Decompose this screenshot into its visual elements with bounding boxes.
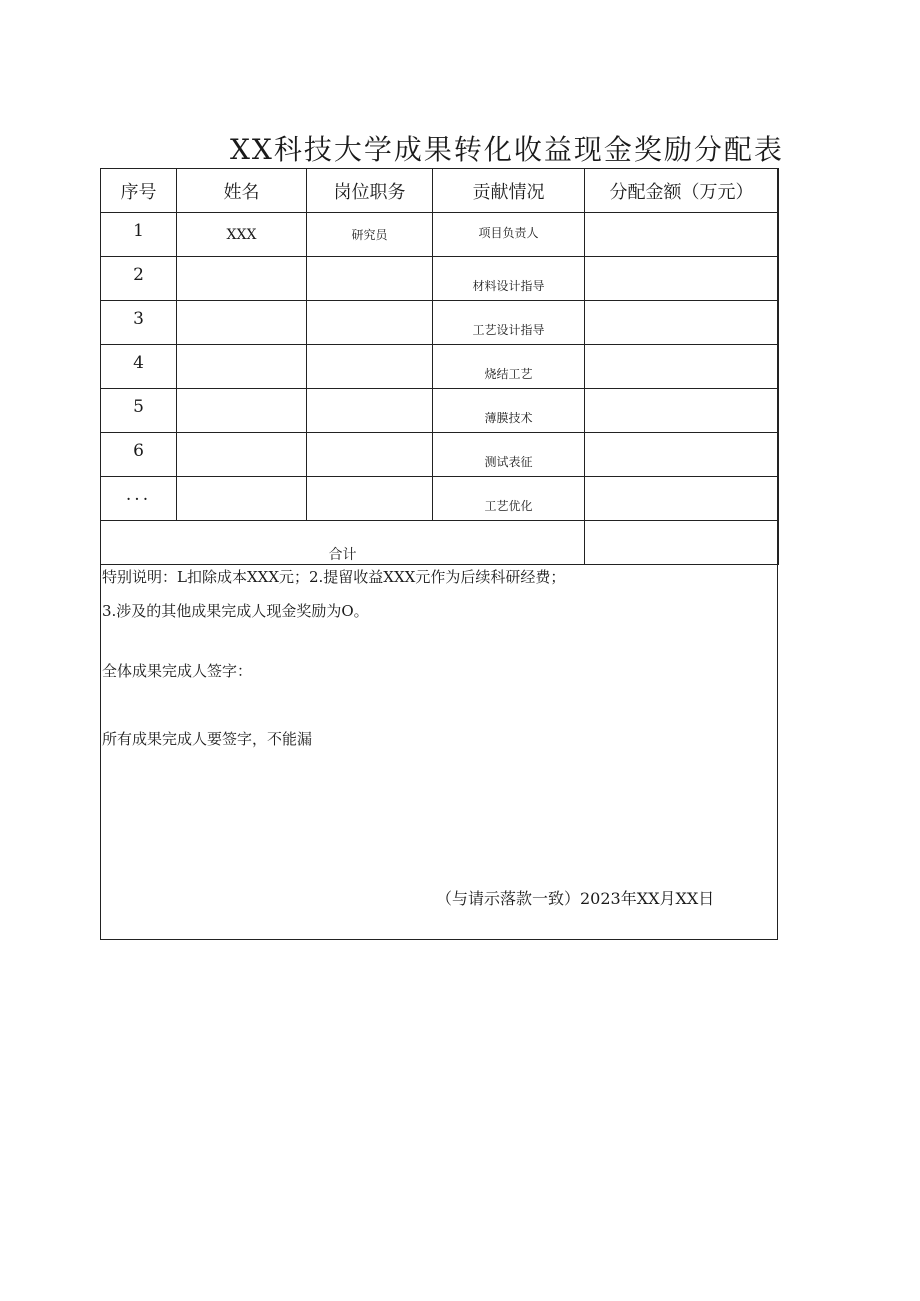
cell-contribution[interactable]: 工艺优化 [433,477,585,521]
table-row [101,433,779,477]
special-note-line-2: 3.涉及的其他成果完成人现金奖励为O。 [102,602,369,620]
cell-contribution[interactable]: 项目负责人 [433,213,585,257]
cell-amount[interactable] [585,433,779,477]
cell-seq: 4 [101,345,177,389]
cell-name[interactable]: XXX [177,213,307,257]
cell-contribution[interactable]: 材料设计指导 [433,257,585,301]
signature-prompt: 全体成果完成人签字： [102,662,253,680]
cell-post[interactable] [307,345,433,389]
special-note-line-1: 特别说明：L扣除成本XXX元；2.提留收益XXX元作为后续科研经费； [102,568,566,586]
cell-name[interactable] [177,433,307,477]
cell-name[interactable] [177,389,307,433]
header-seq: 序号 [101,169,177,213]
cell-name[interactable] [177,301,307,345]
date-line: （与请示落款一致）2023年XX月XX日 [436,889,715,908]
cell-seq: 3 [101,301,177,345]
cell-amount[interactable] [585,389,779,433]
cell-post[interactable] [307,301,433,345]
table-header-row [101,169,779,213]
cell-contribution[interactable]: 工艺设计指导 [433,301,585,345]
header-amount: 分配金额（万元） [585,169,779,213]
cell-amount[interactable] [585,345,779,389]
document-title: XX科技大学成果转化收益现金奖励分配表 [230,133,784,166]
table-row [101,345,779,389]
table-row [101,389,779,433]
cell-post[interactable]: 研究员 [307,213,433,257]
cell-name[interactable] [177,345,307,389]
cell-seq: 2 [101,257,177,301]
cell-contribution[interactable]: 测试表征 [433,433,585,477]
cell-post[interactable] [307,257,433,301]
cell-amount[interactable] [585,257,779,301]
cell-name[interactable] [177,477,307,521]
cell-post[interactable] [307,433,433,477]
reward-table [100,168,779,565]
total-label: 合计 [101,521,585,565]
cell-seq: 1 [101,213,177,257]
cell-seq: ... [101,477,177,521]
cell-post[interactable] [307,389,433,433]
header-post: 岗位职务 [307,169,433,213]
table-row [101,301,779,345]
header-contribution: 贡献情况 [433,169,585,213]
table-row [101,257,779,301]
table-row [101,213,779,257]
cell-contribution[interactable]: 烧结工艺 [433,345,585,389]
cell-post[interactable] [307,477,433,521]
cell-seq: 6 [101,433,177,477]
total-row [101,521,779,565]
header-name: 姓名 [177,169,307,213]
table-row [101,477,779,521]
cell-contribution[interactable]: 薄膜技术 [433,389,585,433]
signature-note: 所有成果完成人要签字，不能漏 [102,730,313,748]
total-amount[interactable] [585,521,779,565]
cell-amount[interactable] [585,477,779,521]
cell-seq: 5 [101,389,177,433]
cell-name[interactable] [177,257,307,301]
cell-amount[interactable] [585,213,779,257]
cell-amount[interactable] [585,301,779,345]
